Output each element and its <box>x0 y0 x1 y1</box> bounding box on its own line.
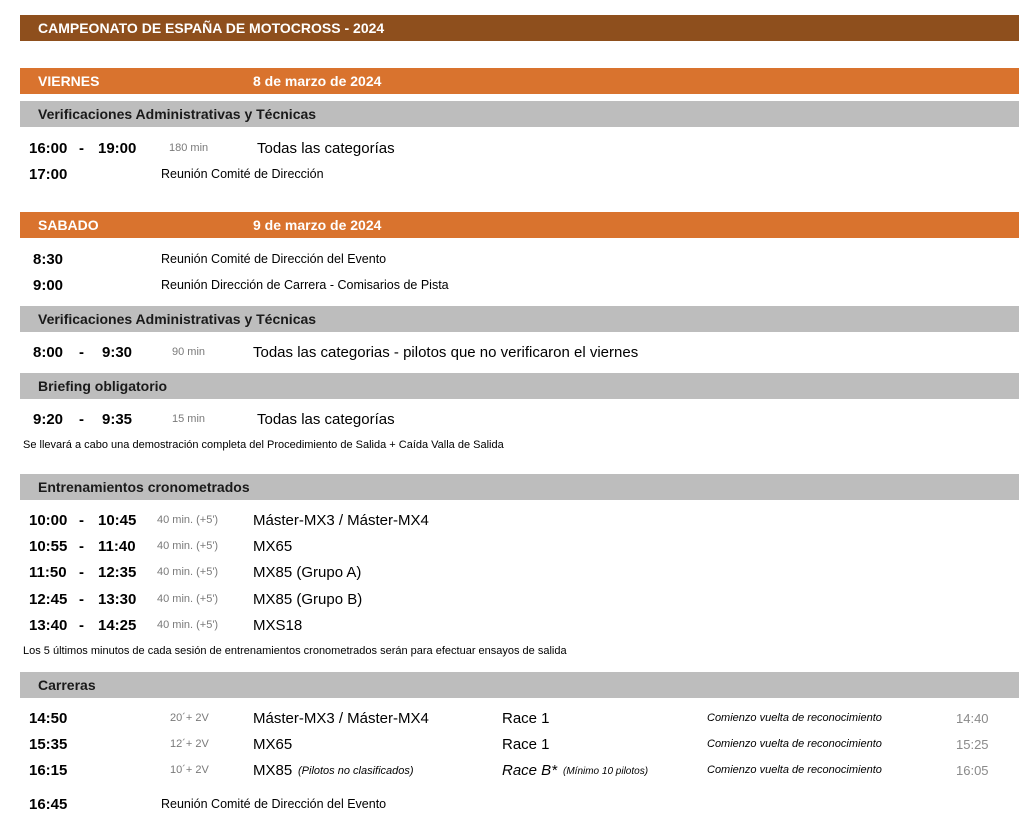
description: Reunión Comité de Dirección del Evento <box>161 252 387 266</box>
time-separator: - <box>79 512 84 529</box>
page-title: CAMPEONATO DE ESPAÑA DE MOTOCROSS - 2024 <box>38 20 385 36</box>
race-duration: 12´+ 2V <box>170 738 209 750</box>
start-time: 13:40 <box>29 617 68 634</box>
duration: 40 min. (+5') <box>157 593 219 605</box>
recon-time: 16:05 <box>956 763 989 778</box>
duration: 15 min <box>172 413 206 425</box>
start-time: 10:00 <box>29 512 68 529</box>
end-time: 13:30 <box>98 591 137 608</box>
description: Reunión Dirección de Carrera - Comisarios de Pista <box>161 278 449 292</box>
race-label: Race B* <box>502 762 558 779</box>
time: 17:00 <box>29 166 68 183</box>
end-time: 10:45 <box>98 512 137 529</box>
category: MX65 <box>253 736 293 753</box>
time-separator: - <box>79 564 84 581</box>
category: MX65 <box>253 538 293 555</box>
recon-label: Comienzo vuelta de reconocimiento <box>707 738 882 750</box>
day-bar-friday <box>20 68 1019 94</box>
section-carreras <box>20 672 1019 698</box>
duration: 40 min. (+5') <box>157 514 219 526</box>
time-separator: - <box>79 591 84 608</box>
start-time: 16:00 <box>29 140 68 157</box>
duration: 90 min <box>172 346 206 358</box>
category-note: (Pilotos no clasificados) <box>298 765 414 777</box>
end-time: 9:30 <box>102 344 133 361</box>
recon-time: 14:40 <box>956 711 989 726</box>
start-time: 11:50 <box>29 564 67 581</box>
race-time: 15:35 <box>29 736 68 753</box>
category: MX85 <box>253 762 293 779</box>
duration: 40 min. (+5') <box>157 619 219 631</box>
duration: 40 min. (+5') <box>157 566 219 578</box>
time: 16:45 <box>29 796 68 813</box>
time: 9:00 <box>33 277 64 294</box>
section-title: Verificaciones Administrativas y Técnicas <box>38 311 317 327</box>
description: Todas las categorias - pilotos que no verificaron el viernes <box>253 344 639 361</box>
race-label: Race 1 <box>502 736 550 753</box>
time-separator: - <box>79 140 84 157</box>
section-entrenamientos <box>20 474 1019 500</box>
section-briefing <box>20 373 1019 399</box>
category: MX85 (Grupo B) <box>253 591 363 608</box>
title-bar <box>20 15 1019 41</box>
day-name: SABADO <box>38 217 99 233</box>
race-label: Race 1 <box>502 710 550 727</box>
time-separator: - <box>79 411 84 428</box>
end-time: 19:00 <box>98 140 137 157</box>
section-title: Entrenamientos cronometrados <box>38 479 250 495</box>
description: Todas las categorías <box>257 411 395 428</box>
day-bar-saturday <box>20 212 1019 238</box>
description: Reunión Comité de Dirección <box>161 167 324 181</box>
end-time: 11:40 <box>98 538 136 555</box>
race-note: (Mínimo 10 pilotos) <box>563 766 649 777</box>
race-time: 16:15 <box>29 762 68 779</box>
recon-time: 15:25 <box>956 737 989 752</box>
start-time: 9:20 <box>33 411 64 428</box>
training-note: Los 5 últimos minutos de cada sesión de entrenamientos cronometrados serán para efectuar ensayos de salida <box>23 645 567 657</box>
day-name: VIERNES <box>38 73 100 89</box>
race-time: 14:50 <box>29 710 68 727</box>
end-time: 12:35 <box>98 564 137 581</box>
race-duration: 20´+ 2V <box>170 712 209 724</box>
race-duration: 10´+ 2V <box>170 764 209 776</box>
end-time: 14:25 <box>98 617 137 634</box>
time: 8:30 <box>33 251 64 268</box>
start-time: 10:55 <box>29 538 68 555</box>
briefing-note: Se llevará a cabo una demostración completa del Procedimiento de Salida + Caída Valla de Salida <box>23 439 504 451</box>
category: Máster-MX3 / Máster-MX4 <box>253 512 429 529</box>
section-verificaciones-saturday <box>20 306 1019 332</box>
time-separator: - <box>79 617 84 634</box>
duration: 180 min <box>169 142 209 154</box>
day-date: 8 de marzo de 2024 <box>253 73 382 89</box>
description: Reunión Comité de Dirección del Evento <box>161 797 387 811</box>
section-title: Briefing obligatorio <box>38 378 168 394</box>
duration: 40 min. (+5') <box>157 540 219 552</box>
end-time: 9:35 <box>102 411 133 428</box>
start-time: 8:00 <box>33 344 64 361</box>
category: Máster-MX3 / Máster-MX4 <box>253 710 429 727</box>
recon-label: Comienzo vuelta de reconocimiento <box>707 712 882 724</box>
description: Todas las categorías <box>257 140 395 157</box>
recon-label: Comienzo vuelta de reconocimiento <box>707 764 882 776</box>
time-separator: - <box>79 538 84 555</box>
day-date: 9 de marzo de 2024 <box>253 217 382 233</box>
time-separator: - <box>79 344 84 361</box>
section-title: Carreras <box>38 677 96 693</box>
section-title: Verificaciones Administrativas y Técnicas <box>38 106 317 122</box>
section-verificaciones-friday <box>20 101 1019 127</box>
category: MX85 (Grupo A) <box>253 564 362 581</box>
start-time: 12:45 <box>29 591 68 608</box>
category: MXS18 <box>253 617 303 634</box>
